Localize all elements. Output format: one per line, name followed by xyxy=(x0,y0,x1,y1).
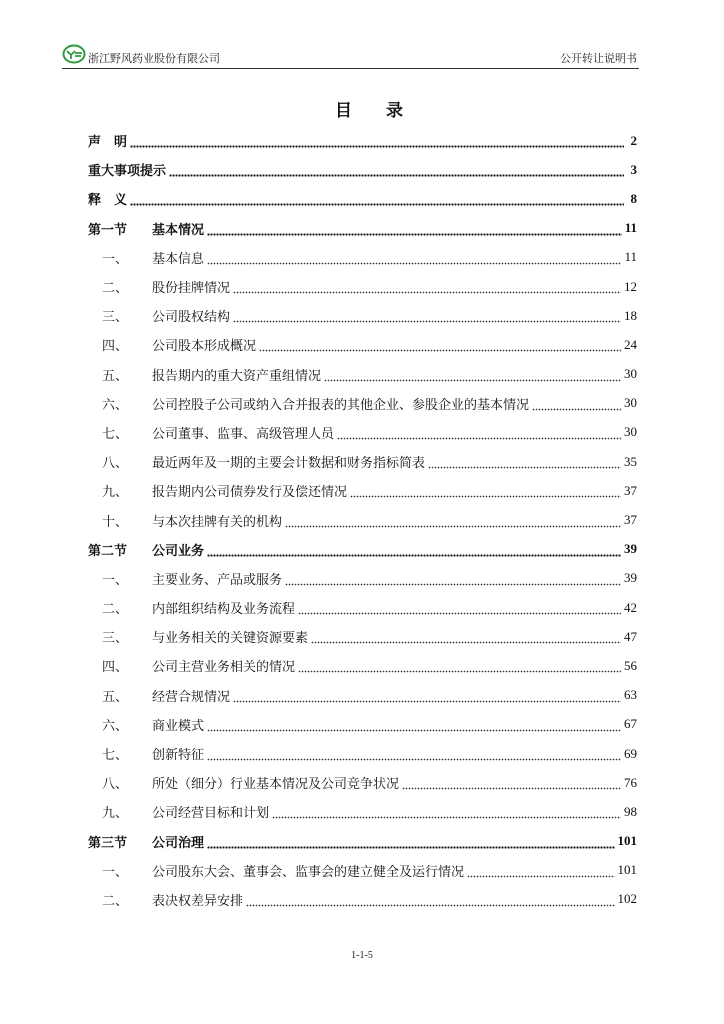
toc-entry-label: 最近两年及一期的主要会计数据和财务指标简表 xyxy=(152,456,426,472)
page-header xyxy=(62,44,639,69)
toc-leader-dots xyxy=(285,519,621,528)
toc-entry-page: 69 xyxy=(624,745,637,761)
toc-leader-dots xyxy=(233,314,621,323)
toc-entry-label: 创新特征 xyxy=(152,748,205,764)
document-type: 公开转让说明书 xyxy=(560,52,637,65)
table-of-contents xyxy=(88,126,637,914)
toc-entry-page: 37 xyxy=(624,482,637,498)
toc-entry-label: 公司股权结构 xyxy=(152,310,231,326)
toc-entry-label: 与本次挂牌有关的机构 xyxy=(152,514,283,530)
toc-entry[interactable] xyxy=(88,389,637,418)
toc-entry-number: 第三节 xyxy=(88,835,128,851)
toc-leader-dots xyxy=(311,635,621,644)
toc-entry-number: 六、 xyxy=(102,718,129,734)
toc-entry[interactable] xyxy=(88,739,637,768)
toc-entry[interactable] xyxy=(88,622,637,651)
toc-entry[interactable] xyxy=(88,768,637,797)
toc-leader-dots xyxy=(428,460,621,469)
toc-entry-page: 76 xyxy=(624,774,637,790)
toc-entry-page: 67 xyxy=(624,716,637,732)
toc-entry-page: 24 xyxy=(624,336,637,352)
toc-entry-number: 第一节 xyxy=(88,222,128,238)
toc-leader-dots xyxy=(207,256,621,265)
toc-entry-page: 30 xyxy=(624,366,637,382)
toc-leader-dots xyxy=(532,402,621,411)
toc-entry-label: 公司股东大会、董事会、监事会的建立健全及运行情况 xyxy=(152,864,465,880)
toc-entry-label: 基本情况 xyxy=(152,222,205,238)
page-number: 1-1-5 xyxy=(351,950,373,961)
toc-entry-number: 八、 xyxy=(102,777,129,793)
toc-leader-dots xyxy=(298,606,621,615)
toc-entry-number: 二、 xyxy=(102,281,129,297)
toc-leader-dots xyxy=(207,723,621,732)
toc-entry-number: 三、 xyxy=(102,310,129,326)
toc-entry-page: 12 xyxy=(624,278,637,294)
toc-entry[interactable] xyxy=(88,214,637,243)
toc-leader-dots xyxy=(402,781,621,790)
toc-entry-page: 63 xyxy=(624,687,637,703)
toc-leader-dots xyxy=(350,489,621,498)
toc-entry-label: 内部组织结构及业务流程 xyxy=(152,602,296,618)
toc-entry-number: 三、 xyxy=(102,631,129,647)
toc-entry[interactable] xyxy=(88,126,637,155)
toc-entry-label: 声 明 xyxy=(88,135,128,151)
toc-entry-number: 四、 xyxy=(102,660,129,676)
toc-entry-page: 102 xyxy=(617,891,637,907)
toc-leader-dots xyxy=(169,168,624,177)
toc-entry[interactable] xyxy=(88,418,637,447)
toc-entry-page: 30 xyxy=(624,424,637,440)
company-name: 浙江野风药业股份有限公司 xyxy=(88,52,220,65)
toc-entry[interactable] xyxy=(88,155,637,184)
toc-entry-label: 公司控股子公司或纳入合并报表的其他企业、参股企业的基本情况 xyxy=(152,397,530,413)
toc-entry[interactable] xyxy=(88,681,637,710)
toc-entry[interactable] xyxy=(88,301,637,330)
toc-entry[interactable] xyxy=(88,360,637,389)
toc-entry-page: 42 xyxy=(624,599,637,615)
toc-entry[interactable] xyxy=(88,243,637,272)
toc-entry-number: 第二节 xyxy=(88,543,128,559)
toc-entry-label: 商业模式 xyxy=(152,718,205,734)
toc-entry-label: 公司业务 xyxy=(152,543,205,559)
toc-entry[interactable] xyxy=(88,797,637,826)
toc-entry-page: 2 xyxy=(630,132,637,148)
toc-leader-dots xyxy=(130,139,624,148)
toc-leader-dots xyxy=(207,227,622,236)
toc-entry-page: 35 xyxy=(624,453,637,469)
toc-entry-number: 二、 xyxy=(102,893,129,909)
toc-entry-label: 报告期内公司债券发行及偿还情况 xyxy=(152,485,348,501)
toc-leader-dots xyxy=(272,810,621,819)
toc-entry-page: 98 xyxy=(624,803,637,819)
toc-title: 目 录 xyxy=(335,101,417,121)
toc-entry-label: 基本信息 xyxy=(152,251,205,267)
company-logo-icon xyxy=(62,44,86,64)
toc-entry-number: 八、 xyxy=(102,456,129,472)
toc-entry[interactable] xyxy=(88,476,637,505)
toc-leader-dots xyxy=(298,664,621,673)
toc-entry-label: 公司经营目标和计划 xyxy=(152,806,270,822)
toc-entry[interactable] xyxy=(88,885,637,914)
toc-leader-dots xyxy=(207,840,614,849)
toc-entry-number: 一、 xyxy=(102,572,129,588)
toc-entry[interactable] xyxy=(88,447,637,476)
toc-entry-label: 公司董事、监事、高级管理人员 xyxy=(152,426,335,442)
toc-entry-number: 十、 xyxy=(102,514,129,530)
toc-entry-page: 18 xyxy=(624,307,637,323)
toc-leader-dots xyxy=(246,898,614,907)
toc-entry[interactable] xyxy=(88,330,637,359)
toc-entry-page: 30 xyxy=(624,395,637,411)
toc-entry[interactable] xyxy=(88,272,637,301)
toc-entry[interactable] xyxy=(88,184,637,213)
toc-leader-dots xyxy=(324,373,621,382)
toc-entry-label: 主要业务、产品或服务 xyxy=(152,572,283,588)
toc-entry-label: 所处（细分）行业基本情况及公司竞争状况 xyxy=(152,777,400,793)
toc-entry-label: 与业务相关的关键资源要素 xyxy=(152,631,309,647)
toc-leader-dots xyxy=(233,694,621,703)
toc-entry[interactable] xyxy=(88,593,637,622)
toc-entry-page: 47 xyxy=(624,628,637,644)
toc-entry-number: 四、 xyxy=(102,339,129,355)
toc-entry-number: 五、 xyxy=(102,689,129,705)
toc-leader-dots xyxy=(259,343,621,352)
toc-entry-label: 公司主营业务相关的情况 xyxy=(152,660,296,676)
toc-entry-label: 报告期内的重大资产重组情况 xyxy=(152,368,322,384)
toc-entry[interactable] xyxy=(88,651,637,680)
toc-entry-number: 五、 xyxy=(102,368,129,384)
toc-entry-page: 39 xyxy=(624,541,637,557)
toc-entry-page: 8 xyxy=(630,190,637,206)
toc-entry-number: 六、 xyxy=(102,397,129,413)
toc-entry-label: 表决权差异安排 xyxy=(152,893,244,909)
toc-entry-page: 11 xyxy=(624,220,637,236)
toc-entry[interactable] xyxy=(88,827,637,856)
toc-entry-label: 释 义 xyxy=(88,193,128,209)
toc-leader-dots xyxy=(337,431,621,440)
toc-leader-dots xyxy=(467,869,614,878)
toc-entry-page: 101 xyxy=(617,833,637,849)
toc-entry-number: 二、 xyxy=(102,602,129,618)
toc-entry-number: 七、 xyxy=(102,748,129,764)
toc-entry-page: 56 xyxy=(624,657,637,673)
toc-entry-label: 股份挂牌情况 xyxy=(152,281,231,297)
toc-entry-number: 一、 xyxy=(102,864,129,880)
toc-leader-dots xyxy=(285,577,621,586)
toc-entry-label: 经营合规情况 xyxy=(152,689,231,705)
toc-entry-number: 七、 xyxy=(102,426,129,442)
toc-entry-number: 九、 xyxy=(102,485,129,501)
toc-entry-number: 九、 xyxy=(102,806,129,822)
toc-entry[interactable] xyxy=(88,505,637,534)
toc-leader-dots xyxy=(207,752,621,761)
toc-entry-label: 公司股本形成概况 xyxy=(152,339,257,355)
toc-entry[interactable] xyxy=(88,710,637,739)
toc-entry-label: 重大事项提示 xyxy=(88,164,167,180)
toc-entry-page: 101 xyxy=(617,862,637,878)
toc-entry-page: 39 xyxy=(624,570,637,586)
toc-entry-label: 公司治理 xyxy=(152,835,205,851)
toc-entry-page: 3 xyxy=(630,161,637,177)
toc-leader-dots xyxy=(207,548,621,557)
toc-entry[interactable] xyxy=(88,564,637,593)
toc-entry[interactable] xyxy=(88,535,637,564)
toc-entry-number: 一、 xyxy=(102,251,129,267)
toc-entry-page: 11 xyxy=(624,249,637,265)
toc-entry-page: 37 xyxy=(624,512,637,528)
toc-entry[interactable] xyxy=(88,856,637,885)
toc-leader-dots xyxy=(233,285,621,294)
toc-leader-dots xyxy=(130,197,624,206)
